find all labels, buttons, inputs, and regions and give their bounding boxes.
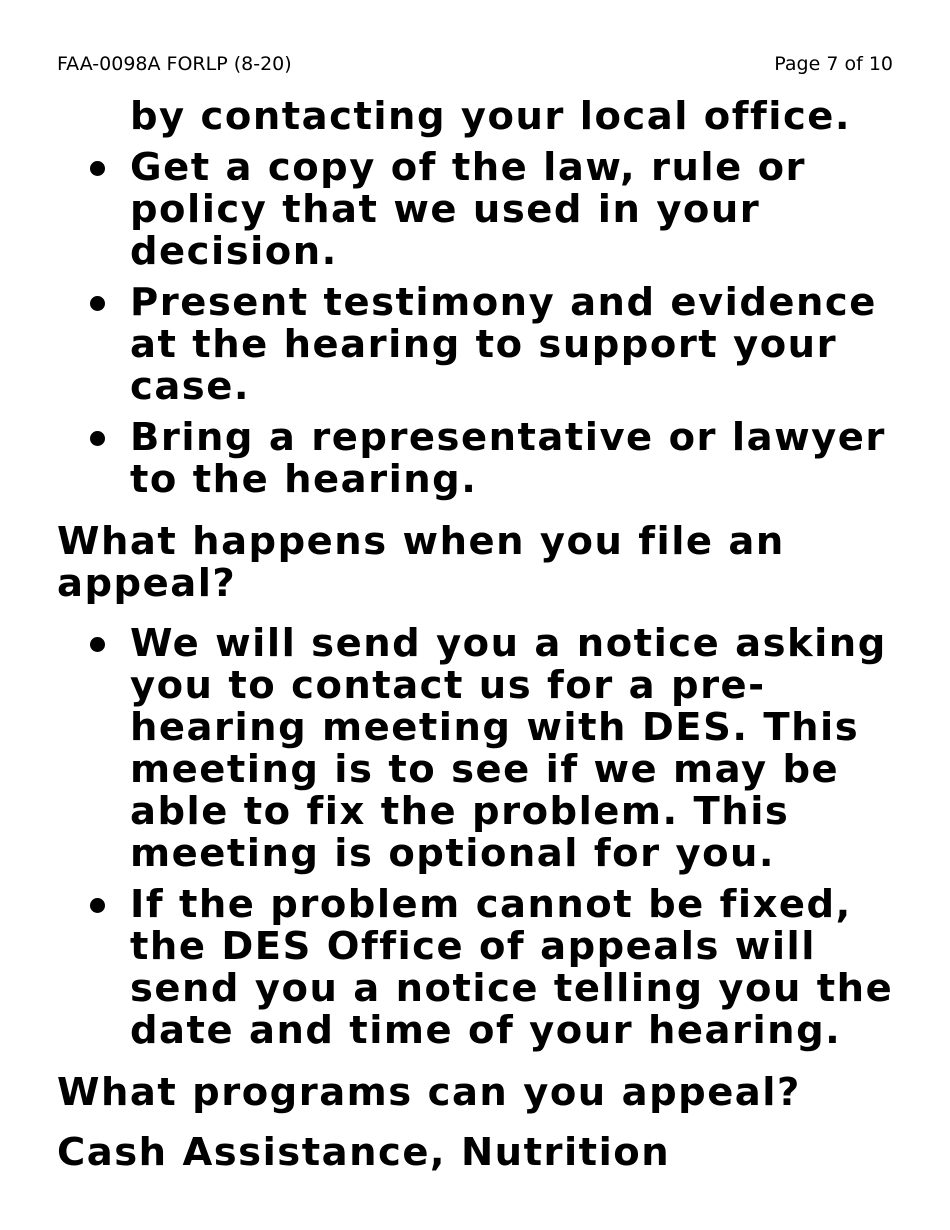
continuation-text: by contacting your local office. (130, 94, 852, 139)
list-item: We will send you a notice asking you to contact us for a pre-hearing meeting with DES. This meeting is to see if we may be able to fix the problem. This meeting is optional for you. (57, 623, 907, 875)
document-body (57, 96, 907, 1174)
page-header (57, 52, 893, 76)
section-heading-programs: What programs can you appeal? (57, 1070, 801, 1115)
list-item: Get a copy of the law, rule or policy that we used in your decision. (57, 147, 907, 273)
list-item: If the problem cannot be fixed, the DES Office of appeals will send you a notice telling you the date and time of your hearing. (57, 884, 907, 1052)
list-item: Present testimony and evidence at the hearing to support your case. (57, 282, 907, 408)
appeal-process-list (57, 623, 907, 1052)
form-id: FAA-0098A FORLP (8-20) (57, 53, 292, 75)
programs-text: Cash Assistance, Nutrition (57, 1130, 671, 1175)
rights-list (57, 147, 907, 501)
list-item: Bring a representative or lawyer to the hearing. (57, 417, 907, 501)
section-heading-appeal-process: What happens when you file an appeal? (57, 519, 785, 606)
page-number: Page 7 of 10 (774, 53, 893, 75)
